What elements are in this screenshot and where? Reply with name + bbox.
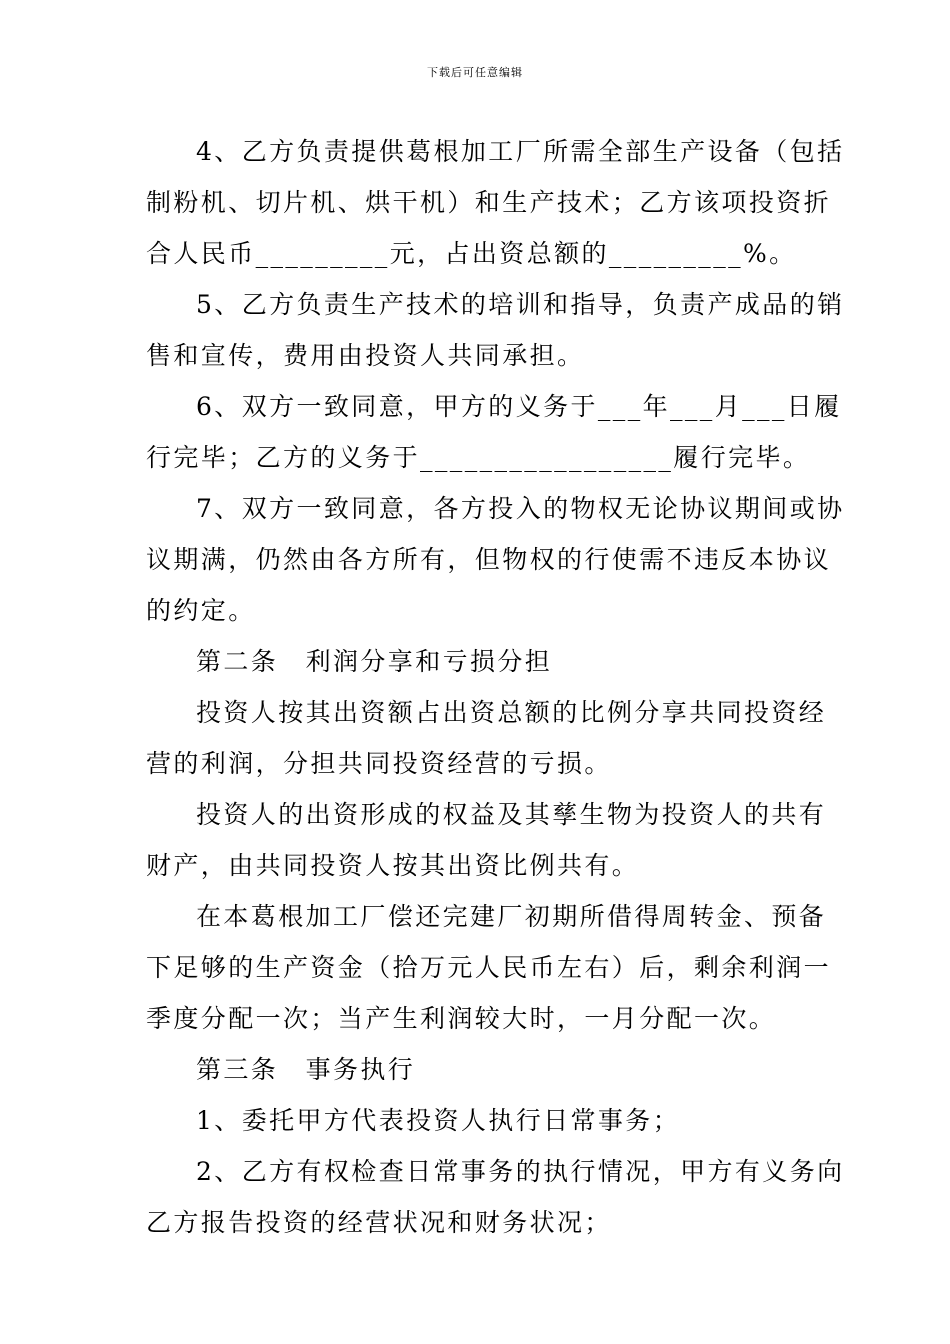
text-line: 4、乙方负责提供葛根加工厂所需全部生产设备（包括: [196, 137, 845, 166]
article-3-heading: 第三条 事务执行: [196, 1055, 416, 1084]
paragraph-profit-distribution: [146, 891, 832, 1044]
text-line: 合人民币_________元，占出资总额的_________%。: [146, 239, 797, 268]
text-line: 投资人按其出资额占出资总额的比例分享共同投资经: [196, 698, 827, 727]
text-line: 制粉机、切片机、烘干机）和生产技术；乙方该项投资折: [146, 188, 832, 217]
text-line: 季度分配一次；当产生利润较大时，一月分配一次。: [146, 1004, 777, 1033]
page-header-note: 下载后可任意编辑: [427, 66, 523, 79]
text-line: 议期满，仍然由各方所有，但物权的行使需不违反本协议: [146, 545, 832, 574]
text-line: 下足够的生产资金（拾万元人民币左右）后，剩余利润一: [146, 953, 832, 982]
paragraph-clause-7: [146, 483, 845, 636]
text-line: 6、双方一致同意，甲方的义务于___年___月___日履: [196, 392, 842, 421]
text-line: 在本葛根加工厂偿还完建厂初期所借得周转金、预备: [196, 902, 827, 931]
text-line: 的约定。: [146, 596, 256, 625]
article-2-heading: 第二条 利润分享和亏损分担: [196, 647, 553, 676]
text-line: 1、委托甲方代表投资人执行日常事务；: [196, 1106, 681, 1135]
text-line: 财产，由共同投资人按其出资比例共有。: [146, 851, 640, 880]
document-body: [146, 126, 845, 1248]
paragraph-clause-6: [146, 381, 842, 483]
paragraph-clause-4: [146, 126, 845, 279]
text-line: 行完毕；乙方的义务于_________________履行完毕。: [146, 443, 811, 472]
text-line: 售和宣传，费用由投资人共同承担。: [146, 341, 585, 370]
paragraph-item-2: [146, 1146, 845, 1248]
paragraph-profit-sharing: [146, 687, 827, 789]
paragraph-clause-5: [146, 279, 845, 381]
paragraph-joint-property: [146, 789, 827, 891]
text-line: 5、乙方负责生产技术的培训和指导，负责产成品的销: [196, 290, 845, 319]
text-line: 投资人的出资形成的权益及其孳生物为投资人的共有: [196, 800, 827, 829]
text-line: 乙方报告投资的经营状况和财务状况；: [146, 1208, 612, 1237]
text-line: 营的利润，分担共同投资经营的亏损。: [146, 749, 612, 778]
text-line: 2、乙方有权检查日常事务的执行情况，甲方有义务向: [196, 1157, 845, 1186]
text-line: 7、双方一致同意，各方投入的物权无论协议期间或协: [196, 494, 845, 523]
paragraph-item-1: [146, 1095, 806, 1146]
